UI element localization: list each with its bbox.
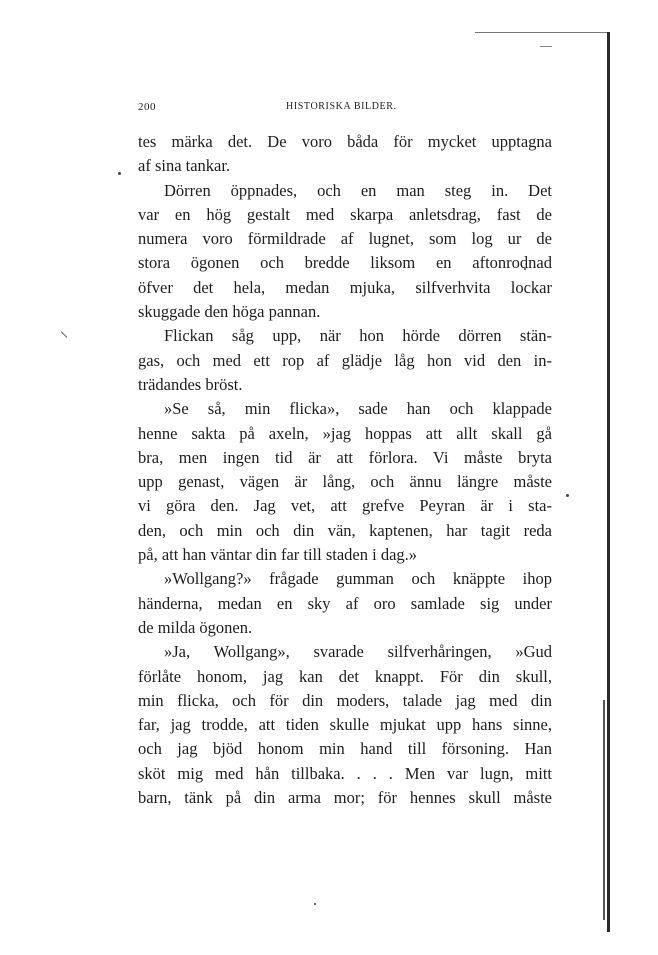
text-line: barn, tänk på din arma mor; för hennes skull måste bbox=[138, 788, 552, 808]
page-number: 200 bbox=[138, 101, 156, 113]
body-text bbox=[138, 130, 552, 810]
text-line: gas, och med ett rop af glädje låg hon vid den in- bbox=[138, 350, 552, 370]
scan-speck bbox=[566, 494, 569, 497]
text-line: var en hög gestalt med skarpa anletsdrag, fast de bbox=[138, 204, 552, 224]
text-line: Dörren öppnades, och en man steg in. Det bbox=[164, 180, 552, 200]
text-line: far, jag trodde, att tiden skulle mjukat upp hans sinne, bbox=[138, 715, 552, 735]
scan-mark bbox=[61, 331, 67, 337]
text-line: tes märka det. De voro båda för mycket upptagna bbox=[138, 132, 552, 151]
scan-edge-shadow bbox=[603, 700, 605, 920]
text-line: de milda ögonen. bbox=[138, 617, 253, 637]
scan-edge-right bbox=[607, 32, 610, 932]
scan-speck bbox=[314, 903, 316, 905]
text-line: »Ja, Wollgang», svarade silfverhåringen, »Gud bbox=[164, 642, 552, 662]
text-line: af sina tankar. bbox=[138, 156, 231, 176]
text-line: henne sakta på axeln, »jag hoppas att allt skall gå bbox=[138, 423, 552, 443]
text-line: min flicka, och för din moders, talade jag med din bbox=[138, 690, 552, 710]
text-line: förlåte honom, jag kan det knappt. För din skull, bbox=[138, 666, 552, 686]
text-line: stora ögonen och bredde liksom en aftonrodnad bbox=[138, 253, 552, 273]
text-line: öfver det hela, medan mjuka, silfverhvita lockar bbox=[138, 277, 552, 297]
text-line: skuggade den höga pannan. bbox=[138, 302, 321, 322]
text-line: »Se så, min flicka», sade han och klappade bbox=[164, 399, 552, 419]
running-head bbox=[138, 101, 558, 119]
running-title: HISTORISKA BILDER. bbox=[286, 101, 397, 112]
text-line: på, att han väntar din far till staden i dag.» bbox=[138, 545, 418, 565]
text-line: och jag bjöd honom min hand till försoning. Han bbox=[138, 739, 552, 759]
text-line: upp genast, vägen är lång, och ännu längre måste bbox=[138, 472, 552, 492]
text-line: trädandes bröst. bbox=[138, 374, 243, 394]
text-line: »Wollgang?» frågade gumman och knäppte ihop bbox=[164, 569, 552, 589]
text-line: den, och min och din vän, kaptenen, har tagit reda bbox=[138, 520, 552, 540]
text-line: bra, men ingen tid är att förlora. Vi måste bryta bbox=[138, 447, 552, 467]
text-line: numera voro förmildrade af lugnet, som log ur de bbox=[138, 229, 552, 249]
text-line: händerna, medan en sky af oro samlade sig under bbox=[138, 593, 552, 613]
text-line: sköt mig med hån tillbaka. . . . Men var lugn, mitt bbox=[138, 763, 552, 783]
scan-mark bbox=[540, 46, 552, 47]
scan-speck bbox=[118, 172, 121, 175]
text-line: Flickan såg upp, när hon hörde dörren stän- bbox=[164, 326, 552, 346]
scan-edge-top bbox=[475, 32, 609, 33]
text-line: vi göra den. Jag vet, att grefve Peyran är i sta- bbox=[138, 496, 552, 516]
